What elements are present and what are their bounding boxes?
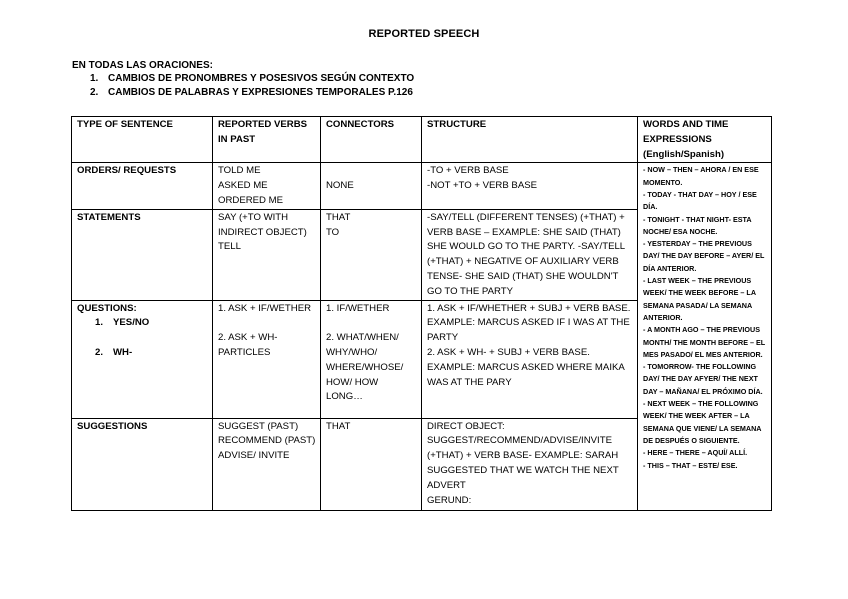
word-item: - YESTERDAY – THE PREVIOUS DAY/ THE DAY BEFORE – AYER/ EL DÍA ANTERIOR. [643, 239, 765, 273]
intro-item: 2. CAMBIOS DE PALABRAS Y EXPRESIONES TEMPORALES P.126 [90, 87, 413, 98]
word-item: - NOW – THEN – AHORA / EN ESE MOMENTO. [643, 165, 759, 187]
suggestions-structure: DIRECT OBJECT: SUGGEST/RECOMMEND/ADVISE/INVITE (+THAT) + VERB BASE- EXAMPLE: SARAH SUGGESTED THAT WE WATCH THE NEXT ADVERT GERUND: [422, 418, 638, 510]
header-connectors: CONNECTORS [321, 117, 422, 163]
intro-section [72, 59, 414, 100]
orders-type: ORDERS/ REQUESTS [72, 163, 213, 209]
intro-item: 1. CAMBIOS DE PRONOMBRES Y POSESIVOS SEGÚN CONTEXTO [90, 73, 415, 84]
questions-type: QUESTIONS: 1. YES/NO 2. WH- [72, 300, 213, 418]
questions-connectors: 1. IF/WETHER 2. WHAT/WHEN/ WHY/WHO/ WHERE/WHOSE/ HOW/ HOW LONG… [321, 300, 422, 418]
word-item: - TONIGHT - THAT NIGHT- ESTA NOCHE/ ESA NOCHE. [643, 214, 752, 236]
word-item: - NEXT WEEK – THE FOLLOWING WEEK/ THE WEEK AFTER – LA SEMANA QUE VIENE/ LA SEMANA DE DESPUÉS O SIGUIENTE. [643, 399, 762, 445]
statements-type: STATEMENTS [72, 209, 213, 300]
table-header-row [72, 117, 772, 163]
statements-structure: -SAY/TELL (DIFFERENT TENSES) (+THAT) + VERB BASE – EXAMPLE: SHE SAID (THAT) SHE WOULD GO TO THE PARTY. -SAY/TELL (+THAT) + NEGATIVE OF AUXILIARY VERB TENSE- SHE SAID (THAT) SHE WOULDN'T GO TO THE PARTY [422, 209, 638, 300]
word-item: - TOMORROW- THE FOLLOWING DAY/ THE DAY AFYER/ THE NEXT DAY – MAÑANA/ EL PRÓXIMO DÍA. [643, 362, 763, 396]
word-item: - HERE – THERE – AQUÍ/ ALLÍ. [643, 448, 748, 458]
page-title: REPORTED SPEECH [368, 28, 480, 40]
intro-heading: EN TODAS LAS ORACIONES: [72, 60, 213, 71]
header-type: TYPE OF SENTENCE [72, 117, 213, 163]
words-time-expressions [638, 163, 772, 510]
orders-verbs: TOLD ME ASKED ME ORDERED ME [213, 163, 321, 209]
intro-list [72, 72, 414, 100]
suggestions-connectors: THAT [321, 418, 422, 510]
questions-verbs: 1. ASK + IF/WETHER 2. ASK + WH-PARTICLES [213, 300, 321, 418]
suggestions-verbs: SUGGEST (PAST) RECOMMEND (PAST) ADVISE/ INVITE [213, 418, 321, 510]
header-words: WORDS AND TIME EXPRESSIONS (English/Spanish) [638, 117, 772, 163]
orders-connectors: NONE [321, 163, 422, 209]
orders-structure: -TO + VERB BASE -NOT +TO + VERB BASE [422, 163, 638, 209]
table-row-orders [72, 163, 772, 209]
questions-structure: 1. ASK + IF/WHETHER + SUBJ + VERB BASE. EXAMPLE: MARCUS ASKED IF I WAS AT THE PARTY 2. ASK + WH- + SUBJ + VERB BASE. EXAMPLE: MARCUS ASKED WHERE MAIKA WAS AT THE PARY [422, 300, 638, 418]
reported-speech-table [71, 116, 772, 511]
word-item: - TODAY - THAT DAY – HOY / ESE DÍA. [643, 189, 757, 212]
word-item: - THIS – THAT – ESTE/ ESE. [643, 460, 738, 470]
header-structure: STRUCTURE [422, 117, 638, 163]
word-item: - A MONTH AGO – THE PREVIOUS MONTH/ THE MONTH BEFORE – EL MES PASADO/ EL MES ANTERIOR. [643, 325, 766, 359]
statements-connectors: THAT TO [321, 209, 422, 300]
statements-verbs: SAY (+TO WITH INDIRECT OBJECT) TELL [213, 209, 321, 300]
header-verbs: REPORTED VERBS IN PAST [213, 117, 321, 163]
suggestions-type: SUGGESTIONS [72, 418, 213, 510]
word-item: - LAST WEEK – THE PREVIOUS WEEK/ THE WEEK BEFORE – LA SEMANA PASADA/ LA SEMANA ANTERIOR. [643, 276, 756, 322]
